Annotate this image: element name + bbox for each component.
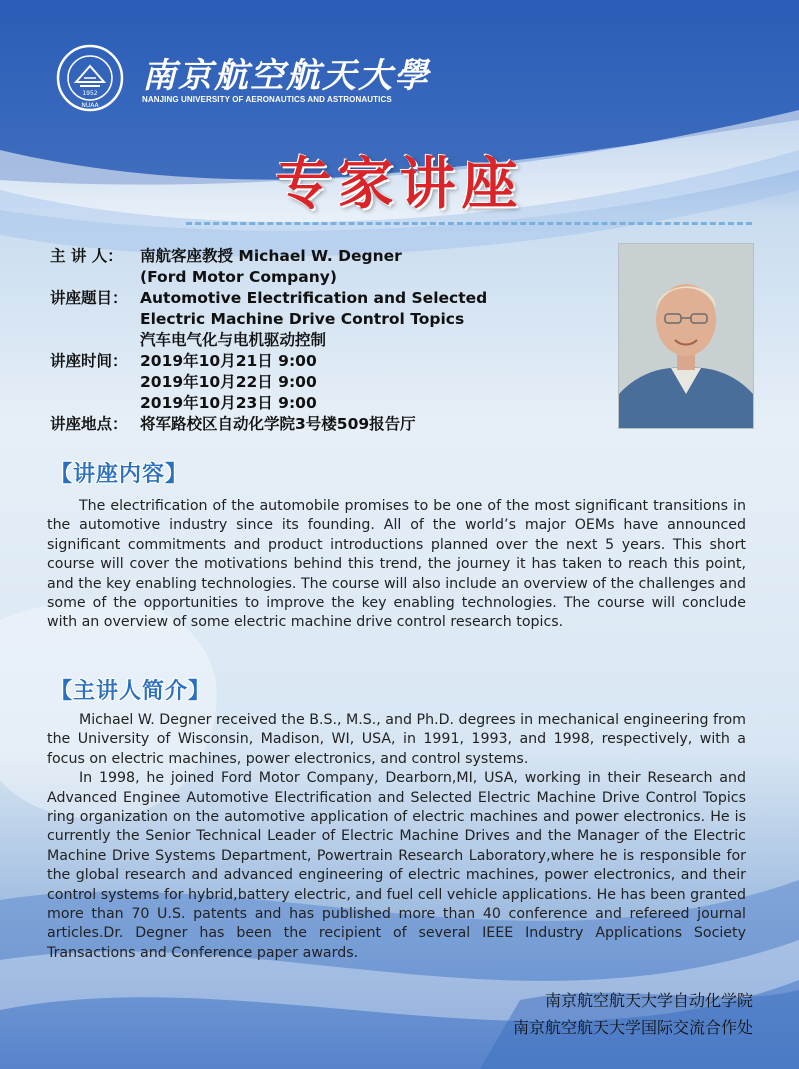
topic-line: Automotive Electrification and Selected [140, 289, 488, 307]
footer-org-1: 南京航空航天大学自动化学院 [544, 991, 753, 1010]
topic-label: 讲座题目： [50, 289, 128, 307]
speaker-line: 南航客座教授 Michael W. Degner [140, 247, 402, 265]
place-line: 将军路校区自动化学院3号楼509报告厅 [140, 415, 416, 433]
topic-line: Electric Machine Drive Control Topics [140, 310, 465, 328]
lecture-info [50, 246, 610, 435]
speaker-label: 主 讲 人： [50, 247, 123, 265]
university-name-cn: 南京航空航天大學 [142, 56, 430, 96]
section-title-content: 【讲座内容】 [50, 462, 189, 487]
speaker-portrait [618, 243, 754, 429]
topic-row [50, 288, 610, 351]
nuaa-emblem-icon [56, 44, 124, 112]
time-line: 2019年10月23日 9:00 [140, 394, 317, 412]
time-label: 讲座时间： [50, 352, 128, 370]
logo-year: 1952 [82, 90, 98, 97]
section-title-bio: 【主讲人简介】 [50, 679, 212, 704]
time-row [50, 351, 610, 414]
university-name-en: NANJING UNIVERSITY OF AERONAUTICS AND ASTRONAUTICS [142, 95, 392, 104]
content-paragraph [47, 497, 746, 633]
footer-org-2: 南京航空航天大学国际交流合作处 [512, 1018, 753, 1037]
topic-line: 汽车电气化与电机驱动控制 [140, 331, 327, 349]
speaker-line: (Ford Motor Company) [140, 268, 337, 286]
place-row [50, 414, 610, 435]
divider [186, 222, 752, 225]
portrait-illustration [619, 244, 753, 428]
bio-text-2: In 1998, he joined Ford Motor Company, Dearborn,MI, USA, working in their Research and Advanced Enginee Automotive Electrification and Selected Electric Machine Drive Control Topics ring organization on the automotive application of electric machines and power electronics. He is currently the Senior Technical Leader of Electric Machine Drives and the Manager of the Electric Machine Drive Systems Department, Powertrain Research Laboratory,where he is responsible for the global research and advanced engineering of electric machines, power electronics, and their control systems for hybrid,battery electric, and fuel cell vehicle applications. He has been granted more than 70 U.S. patents and has published more than 40 conference and refereed journal articles.Dr. Degner has been the recipient of several IEEE Industry Applications Society Transactions and Conference paper awards. [47, 770, 746, 961]
place-label: 讲座地点： [50, 415, 128, 433]
logo-initials: NUAA [81, 102, 99, 109]
page-title: 专家讲座 [275, 152, 524, 217]
time-line: 2019年10月22日 9:00 [140, 373, 317, 391]
speaker-row [50, 246, 610, 288]
time-line: 2019年10月21日 9:00 [140, 352, 317, 370]
content-text: The electrification of the automobile promises to be one of the most significant transitions in the automotive industry since its founding. All of the world’s major OEMs have announced significant commitments and product introductions planned over the next 5 years. This short course will cover the motivations behind this trend, the journey it has taken to reach this point, and the key enabling technologies. The course will also include an overview of the challenges and some of the opportunities to improve the key enabling technologies. The course will conclude with an overview of some electric machine drive control research topics. [47, 498, 746, 631]
bio-text-1: Michael W. Degner received the B.S., M.S., and Ph.D. degrees in mechanical engineering from the University of Wisconsin, Madison, WI, USA, in 1991, 1993, and 1998, respectively, with a focus on electric machines, power electronics, and control systems. [47, 712, 746, 767]
bio-paragraph [47, 711, 746, 963]
